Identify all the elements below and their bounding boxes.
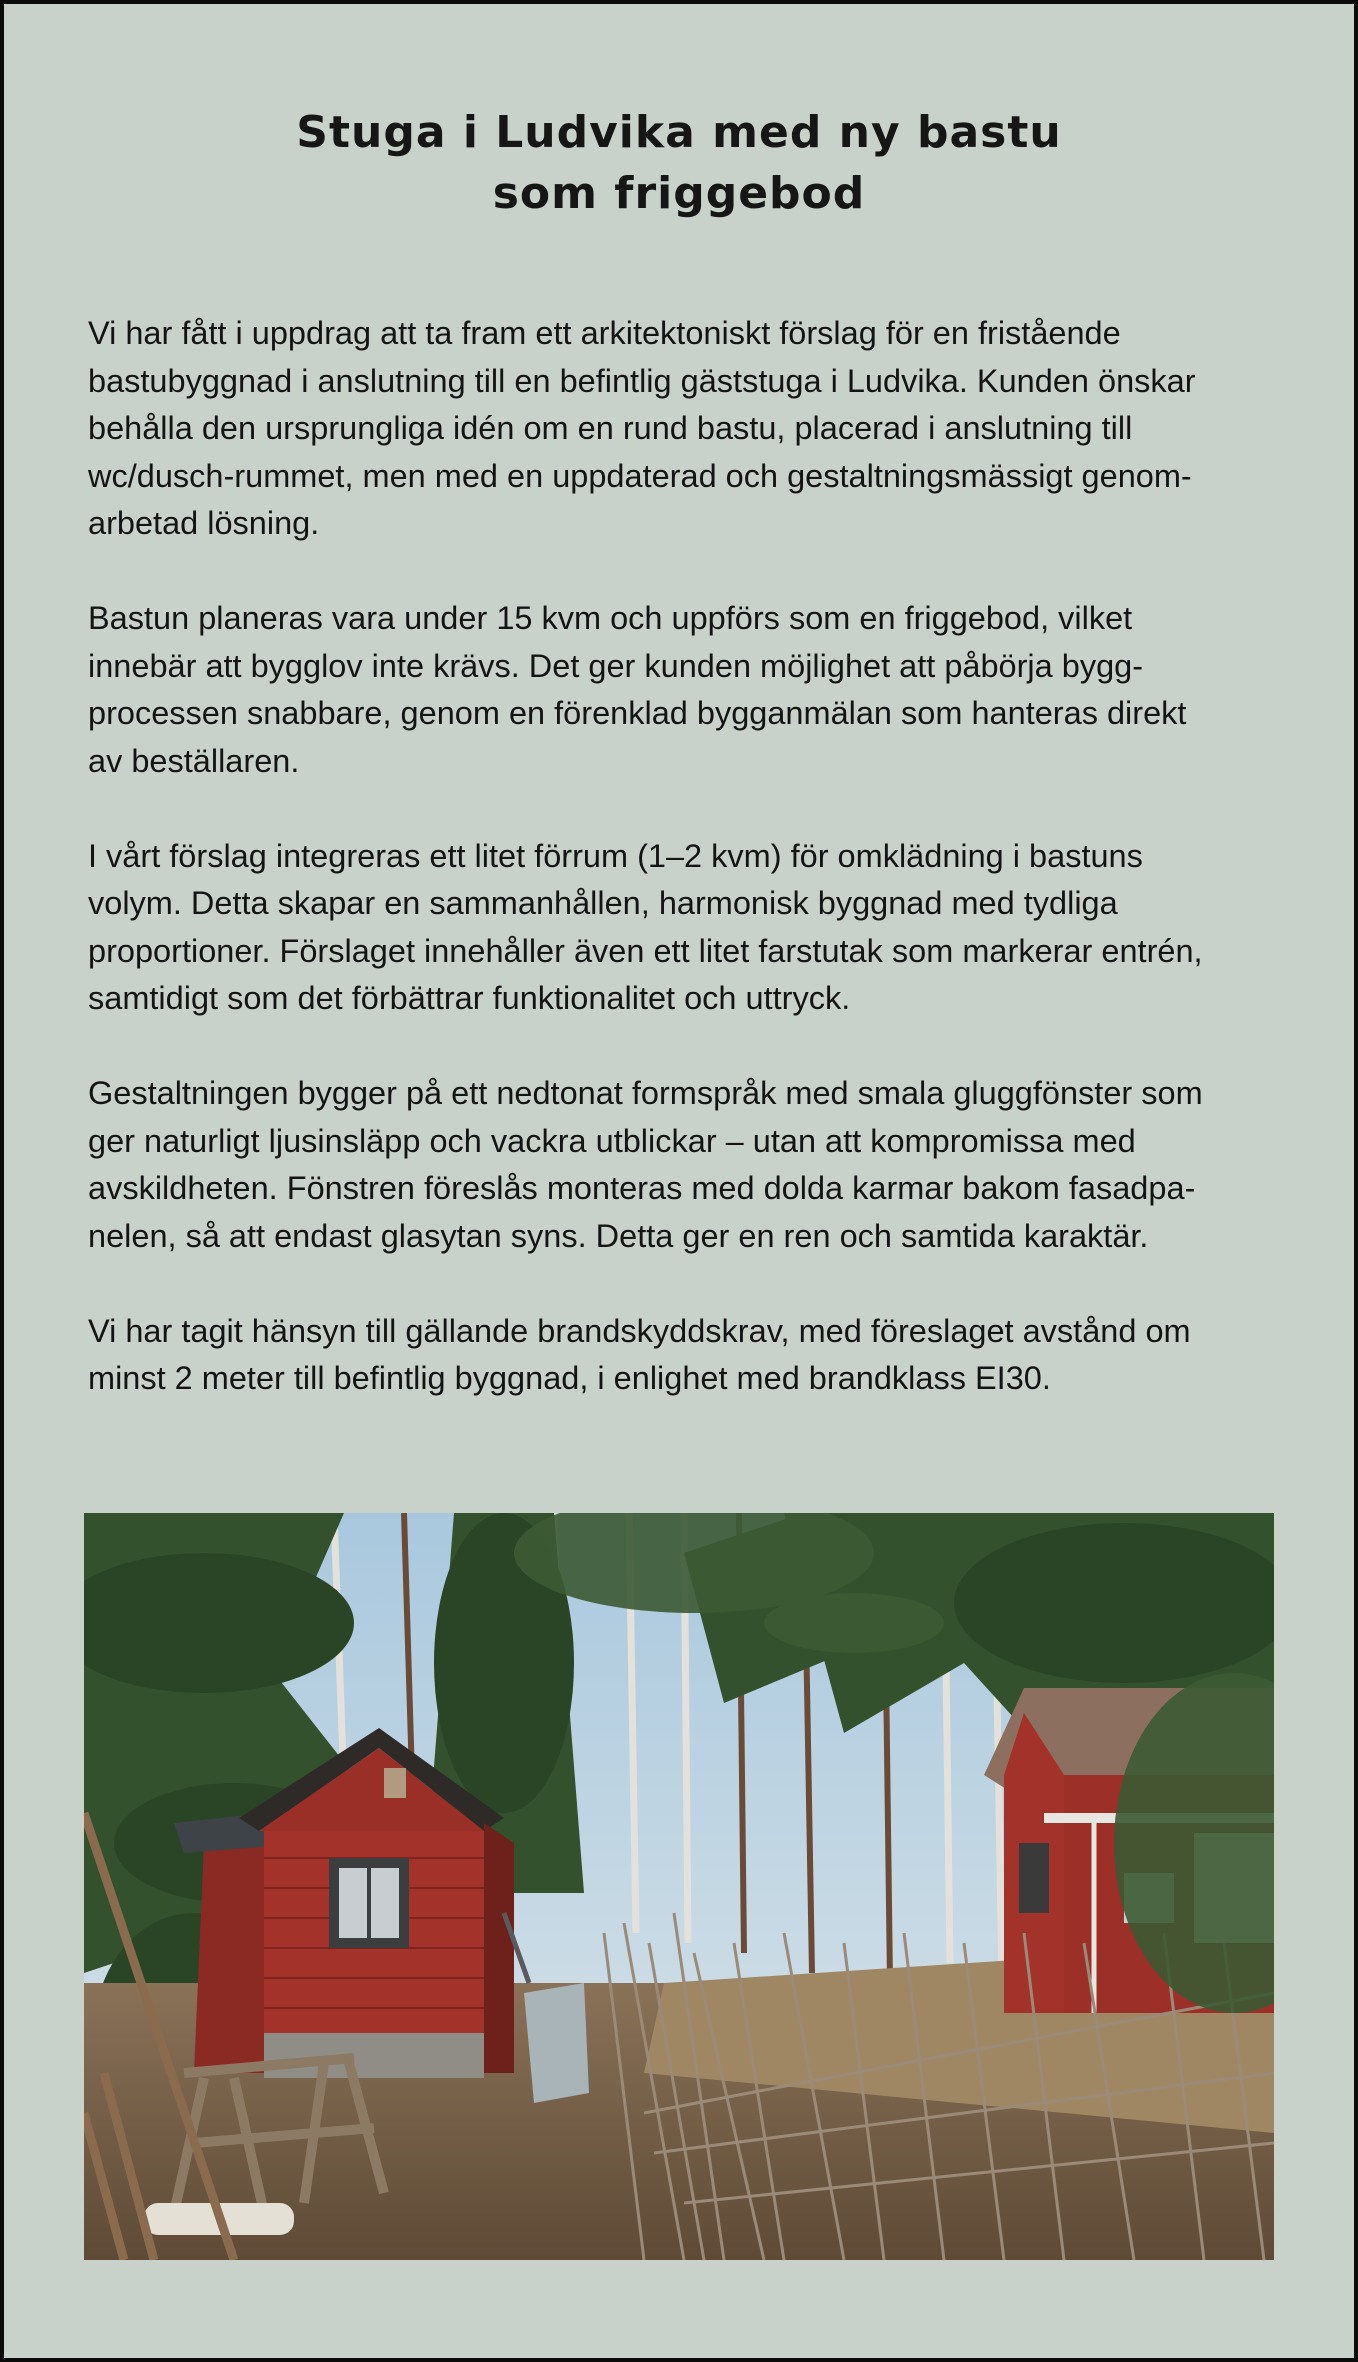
body-text	[88, 310, 1283, 1450]
text-line: processen snabbare, genom en förenklad bygganmälan som hanteras direkt	[88, 695, 1187, 731]
text-line: Gestaltningen bygger på ett nedtonat formspråk med smala gluggfönster som	[88, 1075, 1203, 1111]
text-line: nelen, så att endast glasytan syns. Detta ger en ren och samtida karaktär.	[88, 1217, 1149, 1254]
text-line: ger naturligt ljusinsläpp och vackra utblickar – utan att kompromissa med	[88, 1122, 1136, 1159]
guest-cabin-window	[1019, 1843, 1049, 1913]
text-line: Bastun planeras vara under 15 kvm och uppförs som en friggebod, vilket	[88, 600, 1133, 636]
cabin-photo-illustration	[84, 1513, 1274, 2260]
page-title-line-2: som friggebod	[492, 168, 866, 219]
text-line: innebär att bygglov inte krävs. Det ger kunden möjlighet att påbörja bygg-	[88, 647, 1144, 684]
text-line: I vårt förslag integreras ett litet förrum (1–2 kvm) för omklädning i bastuns	[88, 837, 1143, 874]
page-title	[4, 102, 1354, 224]
text-line: av beställaren.	[88, 742, 300, 779]
text-line: samtidigt som det förbättrar funktionalitet och uttryck.	[88, 980, 851, 1016]
paragraph-brandskydd	[88, 1308, 1283, 1403]
cabin-photo	[84, 1513, 1274, 2260]
paragraph-forrum	[88, 833, 1283, 1023]
text-line: avskildheten. Fönstren föreslås monteras med dolda karmar bakom fasadpa-	[88, 1170, 1196, 1206]
stone-foundation	[264, 2033, 484, 2078]
text-line: wc/dusch-rummet, men med en uppdaterad och gestaltningsmässigt genom-	[88, 457, 1192, 494]
birdhouse	[384, 1768, 406, 1798]
paragraph-gestaltning	[88, 1070, 1283, 1260]
text-line: minst 2 meter till befintlig byggnad, i enlighet med brandklass EI30.	[88, 1360, 1051, 1396]
text-line: behålla den ursprungliga idén om en rund bastu, placerad i anslutning till	[88, 410, 1133, 446]
text-line: arbetad lösning.	[88, 505, 320, 541]
page-title-line-1: Stuga i Ludvika med ny bastu	[296, 107, 1062, 158]
text-line: Vi har fått i uppdrag att ta fram ett arkitektoniskt förslag för en fristående	[88, 315, 1121, 351]
paragraph-assignment	[88, 310, 1283, 548]
text-line: Vi har tagit hänsyn till gällande brandskyddskrav, med föreslaget avstånd om	[88, 1312, 1191, 1349]
text-line: volym. Detta skapar en sammanhållen, harmonisk byggnad med tydliga	[88, 885, 1118, 921]
paragraph-friggebod	[88, 595, 1283, 785]
text-line: bastubyggnad i anslutning till en befintlig gäststuga i Ludvika. Kunden önskar	[88, 362, 1196, 399]
text-line: proportioner. Förslaget innehåller även ett litet farstutak som markerar entrén,	[88, 932, 1203, 969]
